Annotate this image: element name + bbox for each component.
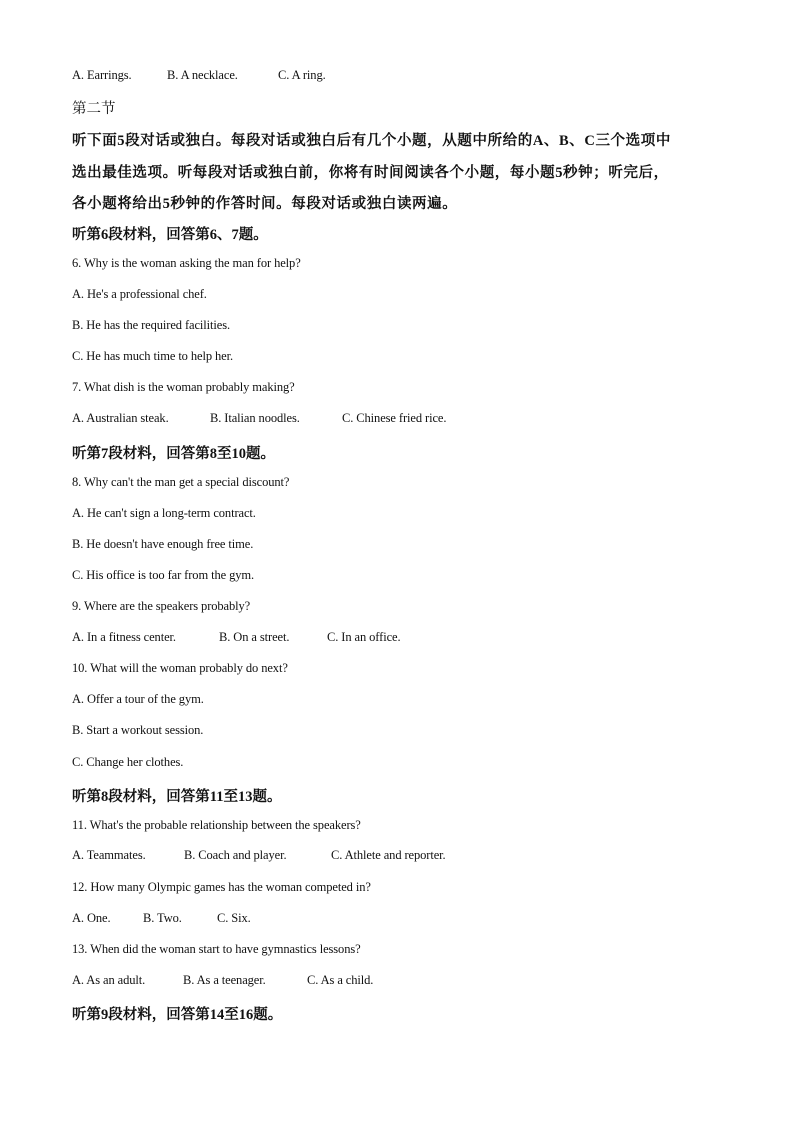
option-b: B. On a street.	[219, 630, 290, 644]
question-text: 6. Why is the woman asking the man for help?	[72, 256, 301, 270]
listening-section-title: 听第8段材料，回答第11至13题。	[72, 789, 282, 805]
listening-section-title: 听第9段材料，回答第14至16题。	[72, 1007, 283, 1023]
option-text: C. He has much time to help her.	[72, 349, 234, 363]
option-c: C. Athlete and reporter.	[331, 848, 446, 862]
question-text: 10. What will the woman probably do next?	[72, 661, 288, 675]
instruction-text: 听下面5段对话或独白。每段对话或独白后有几个小题，从题中所给的A、B、C三个选项中	[72, 133, 671, 149]
option-a: A. As an adult.	[72, 973, 146, 987]
instruction-text: 选出最佳选项。听每段对话或独白前，你将有时间阅读各个小题，每小题5秒钟；听完后，	[72, 165, 669, 181]
option-text: C. Change her clothes.	[72, 755, 184, 769]
option-a: A. One.	[72, 911, 111, 925]
question-text: 9. Where are the speakers probably?	[72, 599, 251, 613]
option-a: A. Teammates.	[72, 848, 146, 862]
question-text: 11. What's the probable relationship between the speakers?	[72, 818, 361, 832]
section-heading: 第二节	[72, 101, 116, 117]
option-b: B. A necklace.	[167, 68, 238, 82]
option-text: B. He doesn't have enough free time.	[72, 537, 254, 551]
option-text: B. He has the required facilities.	[72, 318, 231, 332]
option-b: B. As a teenager.	[183, 973, 266, 987]
instruction-text: 各小题将给出5秒钟的作答时间。每段对话或独白读两遍。	[72, 196, 458, 212]
option-b: B. Two.	[143, 911, 182, 925]
question-text: 7. What dish is the woman probably making?	[72, 380, 295, 394]
option-text: A. He can't sign a long-term contract.	[72, 506, 256, 520]
option-c: C. A ring.	[278, 68, 326, 82]
options-row	[72, 848, 446, 863]
option-text: C. His office is too far from the gym.	[72, 568, 255, 582]
listening-section-title: 听第6段材料，回答第6、7题。	[72, 227, 268, 243]
option-a: A. Australian steak.	[72, 411, 169, 425]
option-c: C. In an office.	[327, 630, 401, 644]
options-row	[72, 411, 446, 426]
option-c: C. Chinese fried rice.	[342, 411, 447, 425]
question-text: 13. When did the woman start to have gymnastics lessons?	[72, 942, 361, 956]
option-text: A. He's a professional chef.	[72, 287, 207, 301]
options-row	[72, 630, 401, 645]
option-b: B. Coach and player.	[184, 848, 287, 862]
option-c: C. As a child.	[307, 973, 374, 987]
option-c: C. Six.	[217, 911, 251, 925]
option-text: B. Start a workout session.	[72, 723, 204, 737]
option-a: A. In a fitness center.	[72, 630, 176, 644]
question-text: 8. Why can't the man get a special discount?	[72, 475, 290, 489]
options-row	[72, 68, 326, 83]
listening-section-title: 听第7段材料，回答第8至10题。	[72, 446, 275, 462]
option-a: A. Earrings.	[72, 68, 132, 82]
options-row	[72, 911, 251, 926]
options-row	[72, 973, 373, 988]
option-b: B. Italian noodles.	[210, 411, 300, 425]
question-text: 12. How many Olympic games has the woman competed in?	[72, 880, 371, 894]
option-text: A. Offer a tour of the gym.	[72, 692, 204, 706]
